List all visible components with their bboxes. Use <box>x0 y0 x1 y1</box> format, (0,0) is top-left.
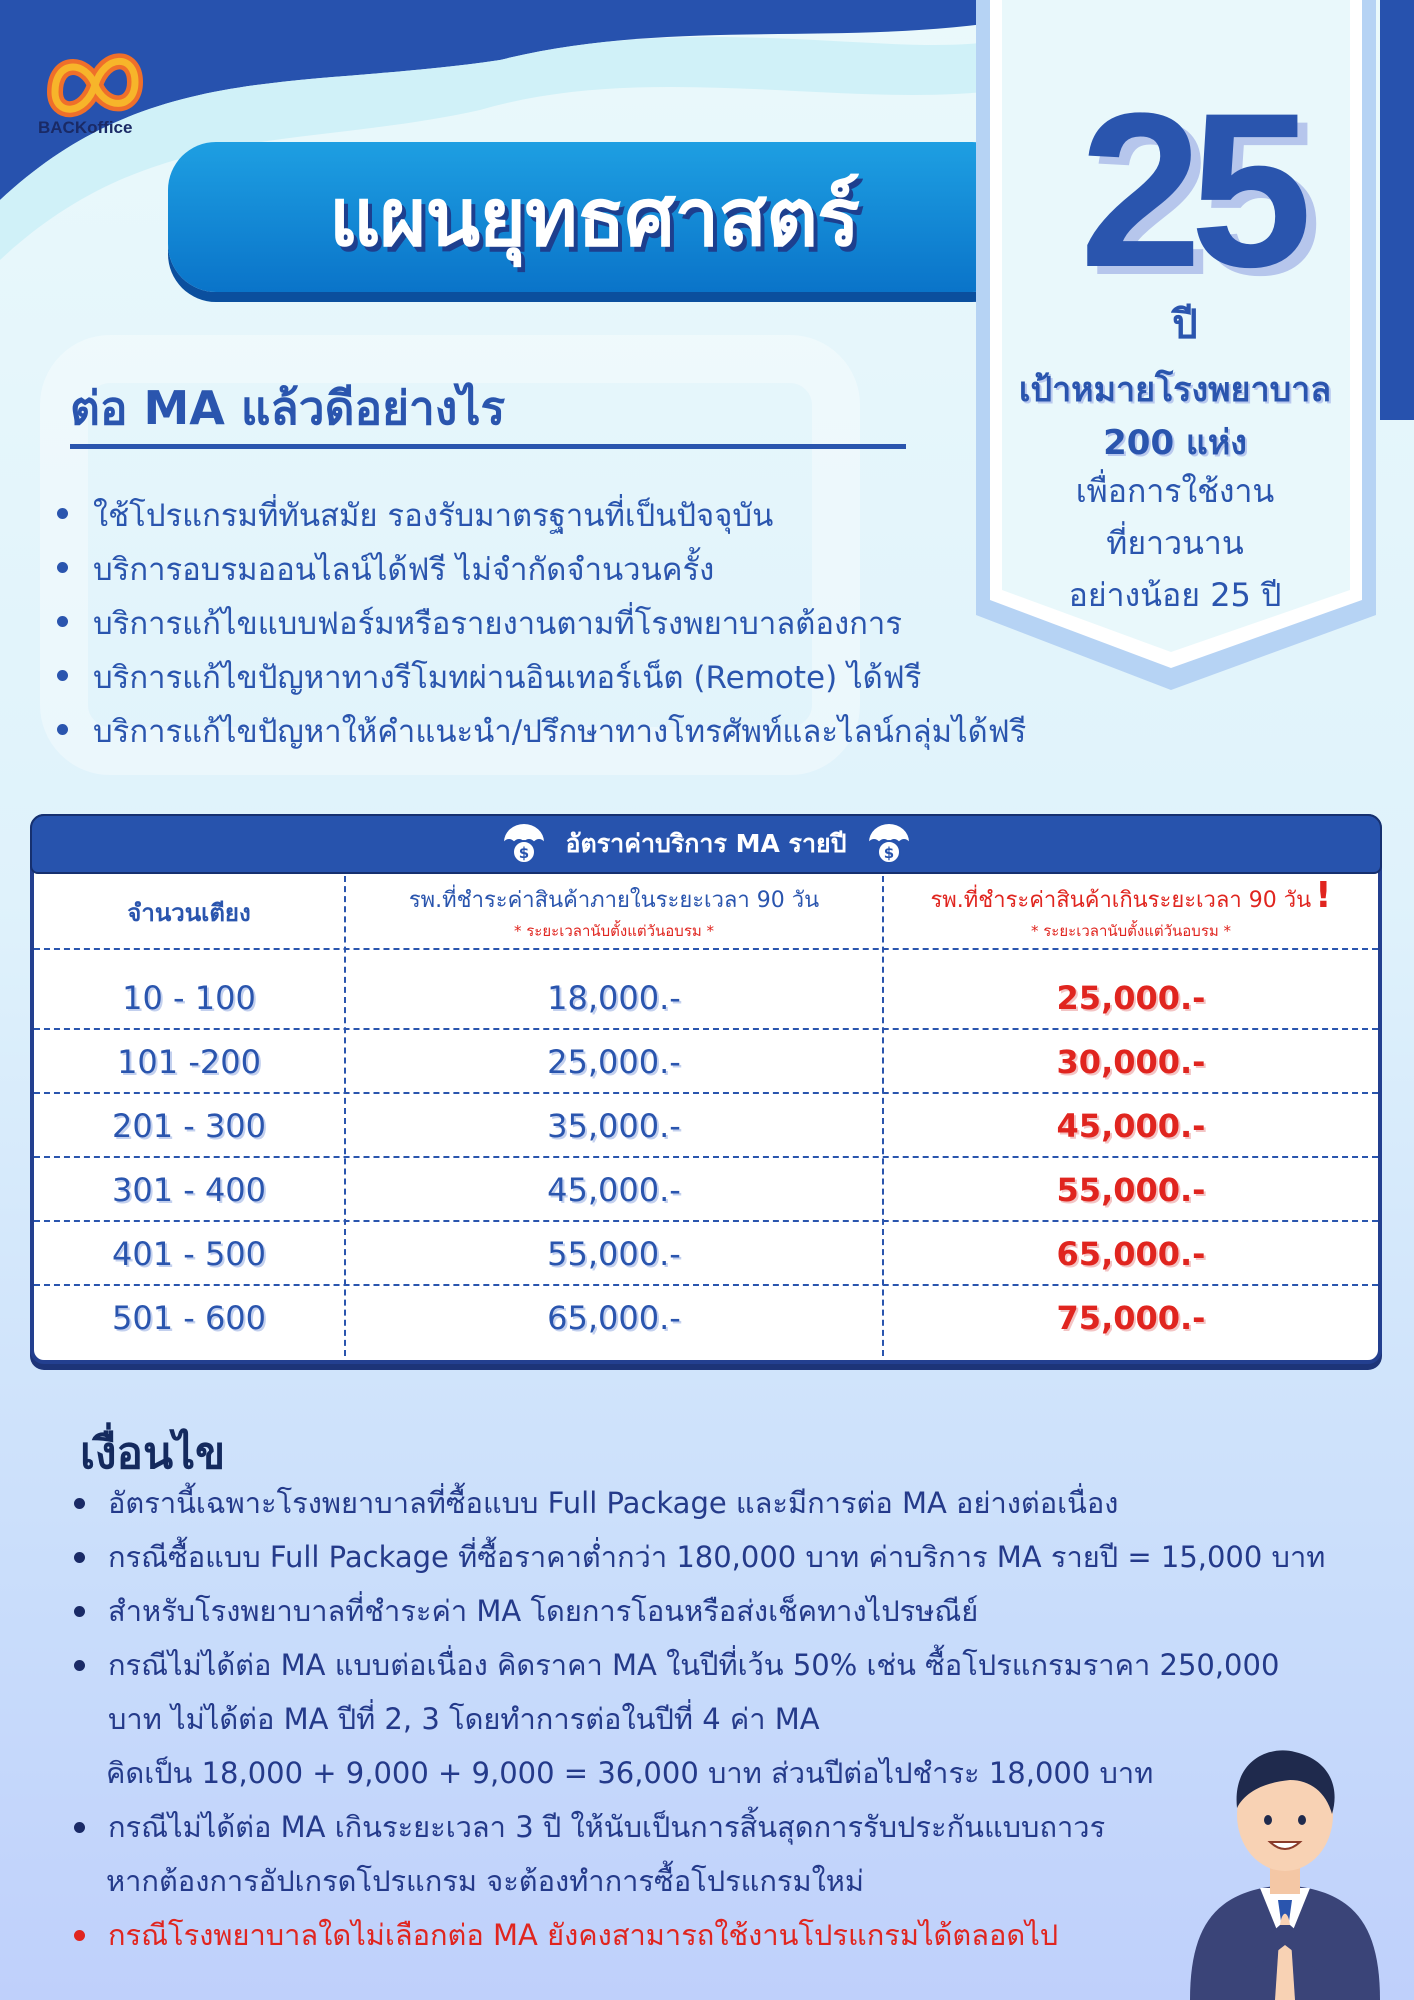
beds-cell: 401 - 500 <box>111 1235 267 1273</box>
price-within-cell: 45,000.- <box>547 1171 681 1209</box>
price-over-cell: 30,000.- <box>1056 1043 1206 1081</box>
table-title: อัตราค่าบริการ MA รายปี <box>565 829 847 858</box>
logo-text: BACKoffice <box>38 118 133 137</box>
money-umbrella-icon <box>865 820 913 868</box>
table-row <box>34 966 1378 1030</box>
table-column-headers <box>34 876 1378 948</box>
conditions-heading: เงื่อนไข <box>80 1428 226 1479</box>
column-header-label: จำนวนเตียง <box>127 898 251 927</box>
condition-item: สำหรับโรงพยาบาลที่ชำระค่า MA โดยการโอนหรือส่งเช็คทางไปรษณีย์ <box>70 1588 1410 1634</box>
price-within-cell: 35,000.- <box>547 1107 681 1145</box>
price-within-cell: 18,000.- <box>547 979 681 1017</box>
column-header-label-wrap <box>930 874 1332 917</box>
benefit-item: บริการแก้ไขปัญหาทางรีโมทผ่านอินเทอร์เน็ต (Remote) ได้ฟรี <box>55 652 1055 706</box>
goal-line-2: 200 แห่ง <box>1103 423 1247 463</box>
column-header-note: * ระยะเวลานับตั้งแต่วันอบรม * <box>513 921 715 940</box>
years-unit: ปี <box>1172 302 1198 348</box>
column-header-label: รพ.ที่ชำระค่าสินค้าเกินระยะเวลา 90 วัน <box>930 887 1312 913</box>
column-header-beds <box>34 876 344 948</box>
column-header-label: รพ.ที่ชำระค่าสินค้าภายในระยะเวลา 90 วัน <box>408 887 820 913</box>
beds-cell: 201 - 300 <box>111 1107 267 1145</box>
column-header-within-90 <box>346 876 882 948</box>
banner-sub-line-1: เพื่อการใช้งาน <box>1075 472 1275 510</box>
price-within-cell: 55,000.- <box>547 1235 681 1273</box>
condition-item: กรณีไม่ได้ต่อ MA เกินระยะเวลา 3 ปี ให้นับเป็นการสิ้นสุดการรับประกันแบบถาวร <box>70 1804 1410 1850</box>
heading-underline <box>70 444 906 449</box>
years-number: 25 <box>1079 67 1301 313</box>
banner-sub-line-2: ที่ยาวนาน <box>1106 524 1244 562</box>
beds-cell: 10 - 100 <box>122 979 256 1017</box>
benefit-item: ใช้โปรแกรมที่ทันสมัย รองรับมาตรฐานที่เป็นปัจจุบัน <box>55 490 1055 544</box>
beds-cell: 101 -200 <box>117 1043 261 1081</box>
table-row <box>34 1030 1378 1094</box>
businessman-wai-illustration-icon <box>1180 1710 1390 2000</box>
ma-heading: ต่อ MA แล้วดีอย่างไร <box>70 381 506 435</box>
table-title-bar <box>30 814 1382 874</box>
svg-text:$: $ <box>518 844 529 862</box>
title-banner <box>168 142 1020 292</box>
price-over-cell: 55,000.- <box>1056 1171 1206 1209</box>
table-row <box>34 1286 1378 1350</box>
price-over-cell: 25,000.- <box>1056 979 1206 1017</box>
condition-item-continued: บาท ไม่ได้ต่อ MA ปีที่ 2, 3 โดยทำการต่อในปีที่ 4 ค่า MA <box>108 1702 820 1736</box>
exclamation-mark: ! <box>1315 874 1332 916</box>
banner-sub-line-3: อย่างน้อย 25 ปี <box>1068 576 1282 614</box>
table-row <box>34 1094 1378 1158</box>
price-over-cell: 65,000.- <box>1056 1235 1206 1273</box>
benefit-item: บริการแก้ไขปัญหาให้คำแนะนำ/ปรึกษาทางโทรศัพท์และไลน์กลุ่มได้ฟรี <box>55 706 1055 760</box>
benefits-list <box>55 490 1055 760</box>
condition-item-highlight: กรณีโรงพยาบาลใดไม่เลือกต่อ MA ยังคงสามารถใช้งานโปรแกรมได้ตลอดไป <box>70 1912 1410 1958</box>
money-umbrella-icon <box>500 820 548 868</box>
beds-cell: 501 - 600 <box>111 1299 267 1337</box>
column-header-over-90 <box>884 876 1378 948</box>
column-header-note: * ระยะเวลานับตั้งแต่วันอบรม * <box>1030 921 1232 940</box>
condition-item-continued: คิดเป็น 18,000 + 9,000 + 9,000 = 36,000 บาท ส่วนปีต่อไปชำระ 18,000 บาท <box>106 1756 1154 1790</box>
table-row <box>34 1158 1378 1222</box>
condition-item: อัตรานี้เฉพาะโรงพยาบาลที่ซื้อแบบ Full Package และมีการต่อ MA อย่างต่อเนื่อง <box>70 1480 1410 1526</box>
page-title: แผนยุทธศาสตร์ <box>328 170 859 264</box>
beds-cell: 301 - 400 <box>111 1171 267 1209</box>
row-divider <box>34 948 1378 950</box>
price-over-cell: 45,000.- <box>1056 1107 1206 1145</box>
benefit-item: บริการอบรมออนไลน์ได้ฟรี ไม่จำกัดจำนวนครั้ง <box>55 544 1055 598</box>
benefit-item: บริการแก้ไขแบบฟอร์มหรือรายงานตามที่โรงพยาบาลต้องการ <box>55 598 1055 652</box>
price-within-cell: 65,000.- <box>547 1299 681 1337</box>
goal-line-1: เป้าหมายโรงพยาบาล <box>1018 370 1332 410</box>
svg-text:$: $ <box>883 844 894 862</box>
rate-table <box>30 814 1382 1364</box>
table-row <box>34 1222 1378 1286</box>
condition-item: กรณีซื้อแบบ Full Package ที่ซื้อราคาต่ำกว่า 180,000 บาท ค่าบริการ MA รายปี = 15,000 บาท <box>70 1534 1410 1580</box>
condition-item: กรณีไม่ได้ต่อ MA แบบต่อเนื่อง คิดราคา MA ในปีที่เว้น 50% เช่น ซื้อโปรแกรมราคา 250,000 <box>70 1642 1410 1688</box>
price-within-cell: 25,000.- <box>547 1043 681 1081</box>
condition-item-continued: หากต้องการอัปเกรดโปรแกรม จะต้องทำการซื้อโปรแกรมใหม่ <box>106 1864 865 1898</box>
price-over-cell: 75,000.- <box>1056 1299 1206 1337</box>
